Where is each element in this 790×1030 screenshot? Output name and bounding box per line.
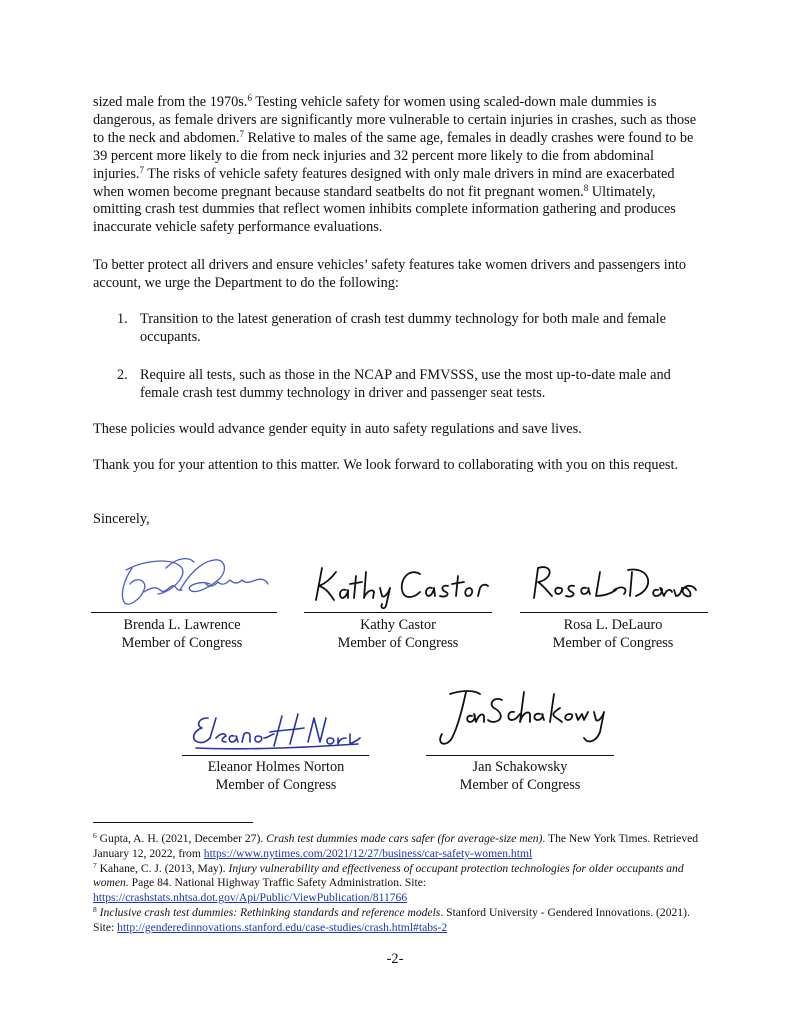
list-number: 2. — [117, 367, 128, 383]
footnote-link[interactable]: https://crashstats.nhtsa.dot.gov/Api/Public/ViewPublication/811766 — [93, 891, 408, 905]
list-item-1 — [93, 311, 705, 347]
footnote-6 — [93, 832, 705, 862]
footnote-text: Gupta, A. H. (2021, December 27). — [99, 832, 267, 845]
signatory-name: Eleanor Holmes Norton — [207, 759, 345, 775]
paragraph-request-intro — [93, 257, 705, 293]
paragraph-thank-you — [93, 457, 705, 475]
closing — [93, 511, 705, 529]
signature-kathy-castor — [310, 562, 490, 612]
footnote-number: 6 — [93, 831, 97, 840]
list-text: Require all tests, such as those in the NCAP and FMVSSS, use the most up-to-date male and female crash test dummy technology in driver and passenger seat tests. — [140, 367, 671, 401]
sentence: Relative to males of the same age, females in deadly crashes were found to be 39 percent more likely to die from neck injuries and 32 percent more likely to die from abdominal injuries. — [93, 129, 694, 182]
sentence: Testing vehicle safety for women using scaled-down male dummies is dangerous, as female drivers are significantly more vulnerable to certain injuries in crashes, such as those to the neck and abdomen. — [93, 94, 697, 146]
footnote-number: 7 — [93, 860, 97, 870]
footnote-ref-6[interactable]: 6 — [247, 93, 252, 103]
sentence: The risks of vehicle safety features designed with only male drivers in mind are exacerbated when women become pregnant because standard seatbelts do not fit pregnant women. — [93, 165, 675, 200]
footnote-text: . The New York Times. Retrieved January 12, 2022, from — [93, 832, 699, 860]
footnote-7 — [93, 862, 705, 906]
footnote-ref-7[interactable]: 7 — [239, 128, 244, 139]
signature-line — [520, 612, 708, 613]
footnote-text: . Stanford University - Gendered Innovations. (2021). Site: — [93, 905, 690, 934]
footnote-title: Injury vulnerability and effectiveness of occupant protection technologies for older occupants and women. — [93, 861, 684, 890]
footnote-number: 8 — [93, 904, 97, 914]
signatory-title: Member of Congress — [121, 635, 243, 651]
signature-line — [304, 612, 492, 613]
list-text: Transition to the latest generation of crash test dummy technology for both male and female occupants. — [140, 311, 666, 345]
signatory-title: Member of Congress — [459, 777, 581, 793]
signature-line — [182, 755, 369, 756]
list-item-2 — [93, 367, 705, 403]
signatory-title: Member of Congress — [552, 635, 674, 651]
paragraph-policy-benefit — [93, 421, 705, 439]
signature-line — [426, 755, 614, 756]
signatory-block — [303, 616, 493, 652]
signatory-name: Kathy Castor — [360, 617, 436, 633]
footnote-separator — [93, 822, 253, 823]
signatory-block — [425, 758, 615, 794]
signatory-title: Member of Congress — [337, 635, 459, 651]
paragraph-crash-dummy-risks — [93, 94, 705, 237]
signatory-name: Jan Schakowsky — [472, 759, 568, 775]
sentence: Ultimately, omitting crash test dummies that reflect women inhibits complete information gathering and produces inaccurate vehicle safety performance evaluations. — [93, 183, 676, 236]
paragraph-text — [93, 94, 705, 237]
signatory-block — [518, 616, 708, 652]
footnote-link[interactable]: https://www.nytimes.com/2021/12/27/business/car-safety-women.html — [203, 846, 533, 860]
signature-rosa-delauro — [524, 560, 704, 610]
paragraph-text: To better protect all drivers and ensure vehicles’ safety features take women drivers and passengers into account, we urge the Department to do the following: — [93, 257, 687, 291]
signatory-block — [87, 616, 277, 652]
paragraph-text: Thank you for your attention to this matter. We look forward to collaborating with you on this request. — [93, 457, 679, 473]
signature-eleanor-holmes-norton — [186, 708, 366, 754]
paragraph-text: These policies would advance gender equity in auto safety regulations and save lives. — [93, 421, 582, 437]
signatory-title: Member of Congress — [215, 777, 337, 793]
signatory-name: Rosa L. DeLauro — [563, 617, 663, 633]
signature-jan-schakowsky — [432, 686, 612, 752]
signatory-name: Brenda L. Lawrence — [123, 617, 241, 633]
footnote-link[interactable]: http://genderedinnovations.stanford.edu/case-studies/crash.html#tabs-2 — [117, 920, 448, 934]
page-number: -2- — [386, 951, 404, 967]
footnote-8 — [93, 906, 705, 936]
list-number: 1. — [117, 311, 128, 327]
footnotes — [93, 832, 705, 936]
footnote-text: Kahane, C. J. (2013, May). — [99, 861, 229, 875]
footnote-ref-7[interactable]: 7 — [139, 164, 144, 175]
signatory-block — [181, 758, 371, 794]
signature-line — [91, 612, 277, 613]
footnote-title: Crash test dummies made cars safer (for average-size men) — [266, 832, 543, 845]
closing-text: Sincerely, — [93, 511, 150, 527]
footnote-title: Inclusive crash test dummies: Rethinking standards and reference models — [99, 905, 441, 919]
footnote-ref-8[interactable]: 8 — [583, 182, 589, 193]
sentence: sized male from the 1970s. — [93, 94, 248, 110]
signature-brenda-lawrence — [110, 550, 280, 612]
footnote-text: Page 84. National Highway Traffic Safety Administration. Site: — [128, 876, 427, 890]
